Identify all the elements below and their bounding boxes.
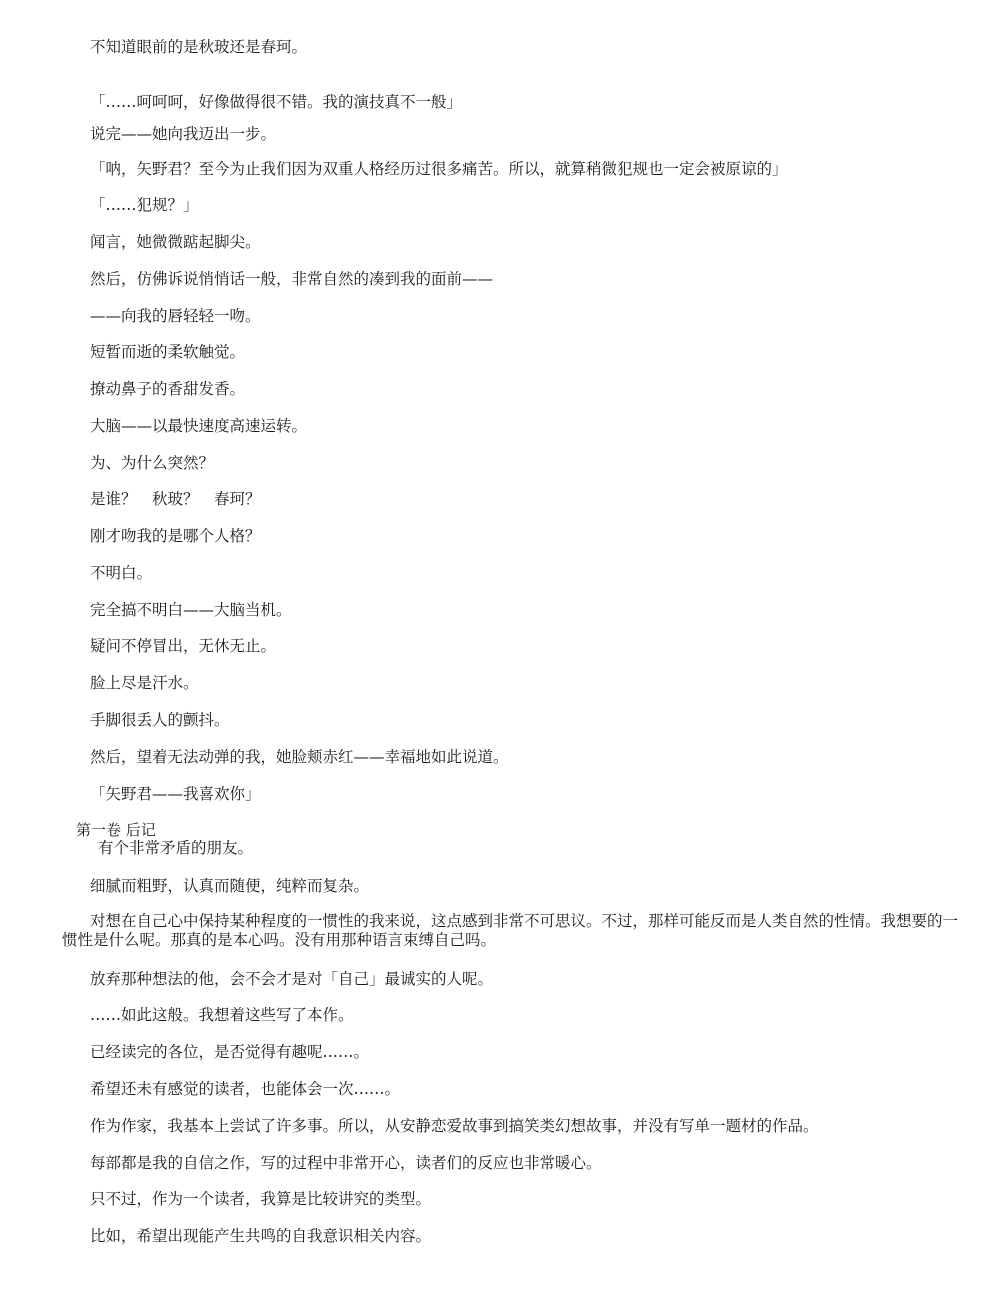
afterword-paragraph-7: 希望还未有感觉的读者，也能体会一次……。 — [90, 1080, 401, 1098]
story-paragraph-20: 然后，望着无法动弹的我，她脸颊赤红——幸福地如此说道。 — [90, 748, 509, 766]
story-paragraph-13: 是谁？ 秋玻？ 春珂？ — [90, 490, 261, 508]
afterword-paragraph-9: 每部都是我的自信之作，写的过程中非常开心，读者们的反应也非常暖心。 — [90, 1154, 602, 1172]
afterword-paragraph-4: 放弃那种想法的他，会不会才是对「自己」最诚实的人呢。 — [90, 970, 494, 988]
story-paragraph-16: 完全搞不明白——大脑当机。 — [90, 601, 292, 619]
story-paragraph-1: 不知道眼前的是秋玻还是春珂。 — [90, 38, 308, 56]
story-paragraph-12: 为、为什么突然？ — [90, 454, 215, 472]
story-paragraph-8: ——向我的唇轻轻一吻。 — [90, 307, 261, 325]
afterword-paragraph-10: 只不过，作为一个读者，我算是比较讲究的类型。 — [90, 1190, 432, 1208]
afterword-paragraph-2: 细腻而粗野，认真而随便，纯粹而复杂。 — [90, 877, 370, 895]
story-paragraph-19: 手脚很丢人的颤抖。 — [90, 711, 230, 729]
story-paragraph-5: 「……犯规？」 — [90, 196, 199, 214]
afterword-paragraph-3: 对想在自己心中保持某种程度的一惯性的我来说，这点感到非常不可思议。不过，那样可能反而是人类自然的性情。我想要的一惯性是什么呢。那真的是本心吗。没有用那种语言束缚自己吗。 — [62, 912, 959, 949]
story-paragraph-4: 「呐，矢野君？至今为止我们因为双重人格经历过很多痛苦。所以，就算稍微犯规也一定会被原谅的」 — [90, 160, 788, 178]
afterword-paragraph-5: ……如此这般。我想着这些写了本作。 — [90, 1006, 354, 1024]
story-paragraph-7: 然后，仿佛诉说悄悄话一般，非常自然的凑到我的面前—— — [90, 270, 494, 288]
story-paragraph-17: 疑问不停冒出，无休无止。 — [90, 637, 277, 655]
story-paragraph-14: 刚才吻我的是哪个人格？ — [90, 527, 261, 545]
afterword-paragraph-11: 比如，希望出现能产生共鸣的自我意识相关内容。 — [90, 1227, 432, 1245]
story-paragraph-9: 短暂而逝的柔软触觉。 — [90, 343, 246, 361]
chapter-heading: 第一卷 后记 — [76, 821, 156, 839]
story-paragraph-3: 说完——她向我迈出一步。 — [90, 125, 277, 143]
afterword-paragraph-1: 有个非常矛盾的朋友。 — [98, 839, 254, 857]
story-paragraph-21: 「矢野君——我喜欢你」 — [90, 785, 261, 803]
afterword-paragraph-6: 已经读完的各位，是否觉得有趣呢……。 — [90, 1043, 370, 1061]
story-paragraph-15: 不明白。 — [90, 564, 153, 582]
story-paragraph-10: 撩动鼻子的香甜发香。 — [90, 380, 246, 398]
story-paragraph-11: 大脑——以最快速度高速运转。 — [90, 417, 308, 435]
story-paragraph-2: 「……呵呵呵，好像做得很不错。我的演技真不一般」 — [90, 93, 463, 111]
story-paragraph-6: 闻言，她微微踮起脚尖。 — [90, 233, 261, 251]
story-paragraph-18: 脸上尽是汗水。 — [90, 674, 199, 692]
afterword-paragraph-8: 作为作家，我基本上尝试了许多事。所以，从安静恋爱故事到搞笑类幻想故事，并没有写单一题材的作品。 — [90, 1117, 819, 1135]
